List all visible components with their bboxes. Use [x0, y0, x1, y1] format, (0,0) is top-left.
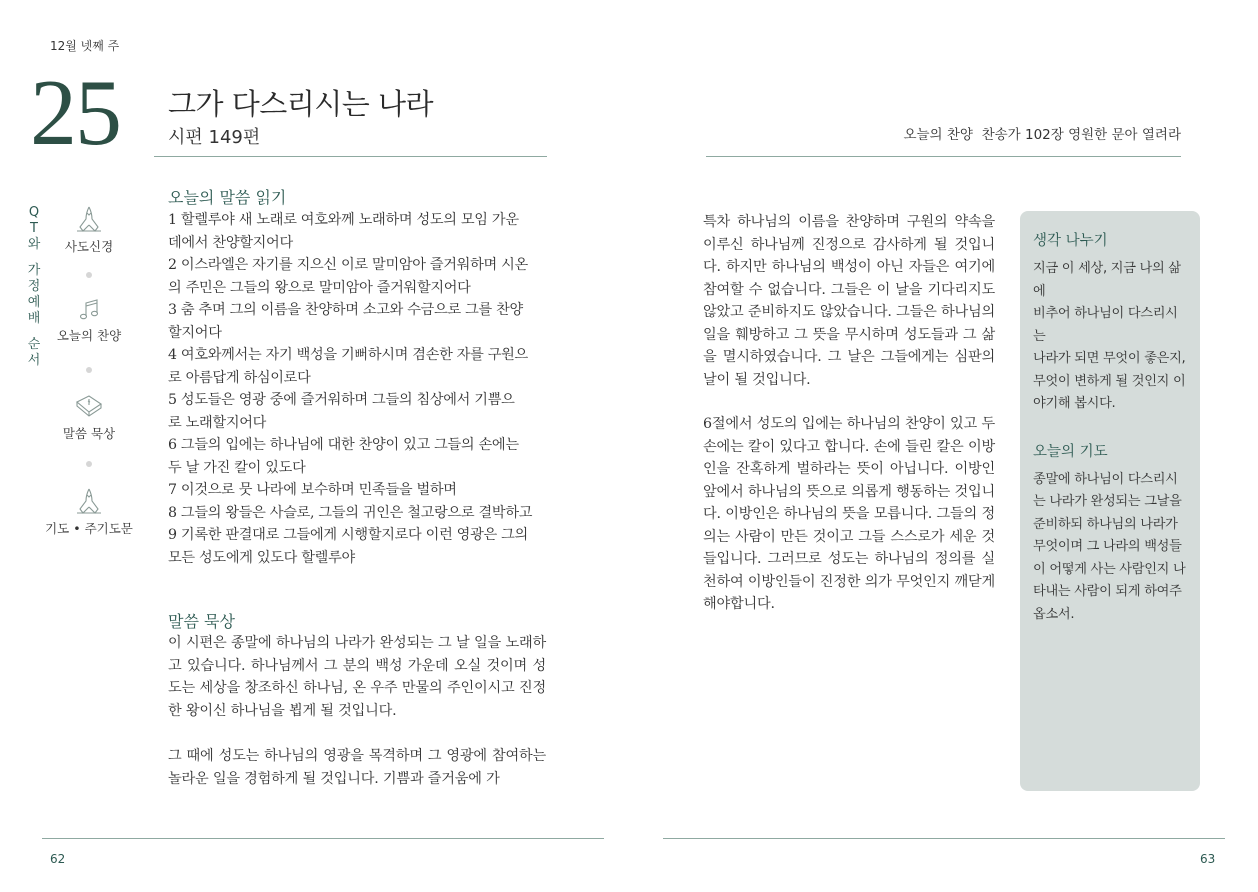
share-heading: 생각 나누기 [1033, 233, 1108, 249]
vertical-section-label: Q T 와 가 정 예 배 순 서 [27, 205, 41, 368]
praying-hands-icon [74, 487, 104, 515]
header-divider-left [154, 156, 547, 157]
music-note-icon [77, 298, 101, 322]
reading-heading: 오늘의 말씀 읽기 [168, 188, 287, 207]
nav-item-label: 말씀 묵상 [62, 426, 116, 441]
page-number-left: 62 [50, 852, 66, 866]
verse-line: 두 날 가진 칼이 있도다 [168, 459, 306, 476]
verse-line: 2 이스라엘은 자기를 지으신 이로 말미암아 즐거워하며 시온 [168, 257, 528, 273]
verse-line: 로 아름답게 하심이로다 [168, 369, 311, 386]
nav-item-label: 오늘의 찬양 [56, 328, 122, 343]
verse-line: 5 성도들은 영광 중에 즐거워하며 그들의 침상에서 기쁨으 [168, 392, 515, 408]
meditation-paragraph: 6절에서 성도의 입에는 하나님의 찬양이 있고 두 손에는 칼이 있다고 합니다. 손에 들린 칼은 이방인을 잔혹하게 벌하라는 뜻이 아닙니다. 이방인 앞에서 하나님의 뜻으로 의롭게 행동하는 것입니다. 이방인은 하나님의 뜻을 모릅니다. 그들의 정의는 사람이 만든 것이고 그들 스스로가 세운 것들입니다. 그러므로 성도는 하나님의 정의를 실천하여 이방인들이 진정한 의가 무엇인지 깨닫게 해야합니다. [703, 416, 995, 612]
verse-line: 9 기록한 판결대로 그들에게 시행할지로다 이런 영광은 그의 [168, 527, 528, 543]
nav-separator-dot [86, 461, 92, 467]
meditation-paragraph: 그 때에 성도는 하나님의 영광을 목격하며 그 영광에 참여하는 놀라운 일을 경험하게 될 것입니다. 기쁨과 즐거움에 가 [168, 748, 546, 787]
verse-line: 8 그들의 왕들은 사슬로, 그들의 귀인은 철고랑으로 결박하고 [168, 504, 533, 521]
footer-divider-left [42, 838, 604, 839]
verse-line: 6 그들의 입에는 하나님에 대한 찬양이 있고 그들의 손에는 [168, 437, 519, 453]
praying-hands-icon [74, 205, 104, 233]
nav-item-apostles-creed[interactable] [39, 205, 139, 255]
verse-line: 데에서 찬양할지어다 [168, 234, 293, 251]
nav-item-word-meditation[interactable] [39, 392, 139, 442]
page-number-right: 63 [1200, 852, 1216, 866]
meditation-paragraph: 특차 하나님의 이름을 찬양하며 구원의 약속을 이루신 하나님께 진정으로 감사하게 될 것입니다. 하지만 하나님의 백성이 아닌 자들은 여기에 참여할 수 없습니다. 그들은 이 날을 기다리지도 않았고 준비하지도 않았습니다. 그들은 하나님의 일을 훼방하고 그 뜻을 무시하며 성도들과 그 삶을 멸시하였습니다. 그 날은 그들에게는 심판의 날이 될 것입니다. [703, 214, 995, 388]
bible-book-icon [73, 392, 105, 420]
share-text: 지금 이 세상, 지금 나의 삶에 비추어 하나님이 다스리시는 나라가 되면 무엇이 좋은지, 무엇이 변하게 될 것인지 이 야기해 봅시다. [1033, 261, 1186, 411]
nav-item-todays-hymn[interactable] [39, 298, 139, 344]
reflection-sidebar [1020, 211, 1200, 791]
verse-line: 의 주민은 그들의 왕으로 말미암아 즐거워할지어다 [168, 279, 471, 296]
nav-item-prayer[interactable] [39, 487, 139, 537]
verse-line: 1 할렐루야 새 노래로 여호와께 노래하며 성도의 모임 가운 [168, 212, 519, 228]
week-label: 12월 넷째 주 [50, 39, 120, 53]
verse-line: 모든 성도에게 있도다 할렐루야 [168, 549, 355, 566]
scripture-reference: 시편 149편 [168, 127, 261, 148]
todays-hymn [903, 123, 1181, 143]
verse-line: 할지어다 [168, 324, 222, 341]
meditation-heading: 말씀 묵상 [168, 612, 235, 631]
nav-item-label: 기도 • 주기도문 [45, 521, 133, 536]
verse-line: 4 여호와께서는 자기 백성을 기뻐하시며 겸손한 자를 구원으 [168, 347, 528, 363]
prayer-text: 종말에 하나님이 다스리시 는 나라가 완성되는 그날을 준비하되 하나님의 나라가 무엇이며 그 나라의 백성들 이 어떻게 사는 사람인지 나 타내는 사람이 되게 하여주 옵소서. [1033, 471, 1186, 622]
verse-line: 7 이것으로 뭇 나라에 보수하며 민족들을 벌하며 [168, 482, 457, 498]
verse-line: 3 춤 추며 그의 이름을 찬양하며 소고와 수금으로 그를 찬양 [168, 302, 523, 318]
hymn-label: 오늘의 찬양 [903, 127, 973, 143]
scripture-verses [168, 209, 550, 569]
prayer-heading: 오늘의 기도 [1033, 443, 1108, 460]
header-divider-right [706, 156, 1181, 157]
nav-separator-dot [86, 367, 92, 373]
footer-divider-right [663, 838, 1225, 839]
verse-line: 로 노래할지어다 [168, 414, 267, 431]
nav-item-label: 사도신경 [64, 239, 114, 254]
nav-separator-dot [86, 272, 92, 278]
hymn-title: 찬송가 102장 영원한 문아 열려라 [981, 127, 1181, 143]
page-title: 그가 다스리시는 나라 [168, 87, 434, 121]
day-number: 25 [30, 61, 120, 165]
meditation-paragraph: 이 시편은 종말에 하나님의 나라가 완성되는 그 날 일을 노래하고 있습니다. 하나님께서 그 분의 백성 가운데 오실 것이며 성도는 세상을 창조하신 하나님, 온 우주 만물의 주인이시고 진정한 왕이신 하나님을 뵙게 될 것입니다. [168, 635, 546, 719]
